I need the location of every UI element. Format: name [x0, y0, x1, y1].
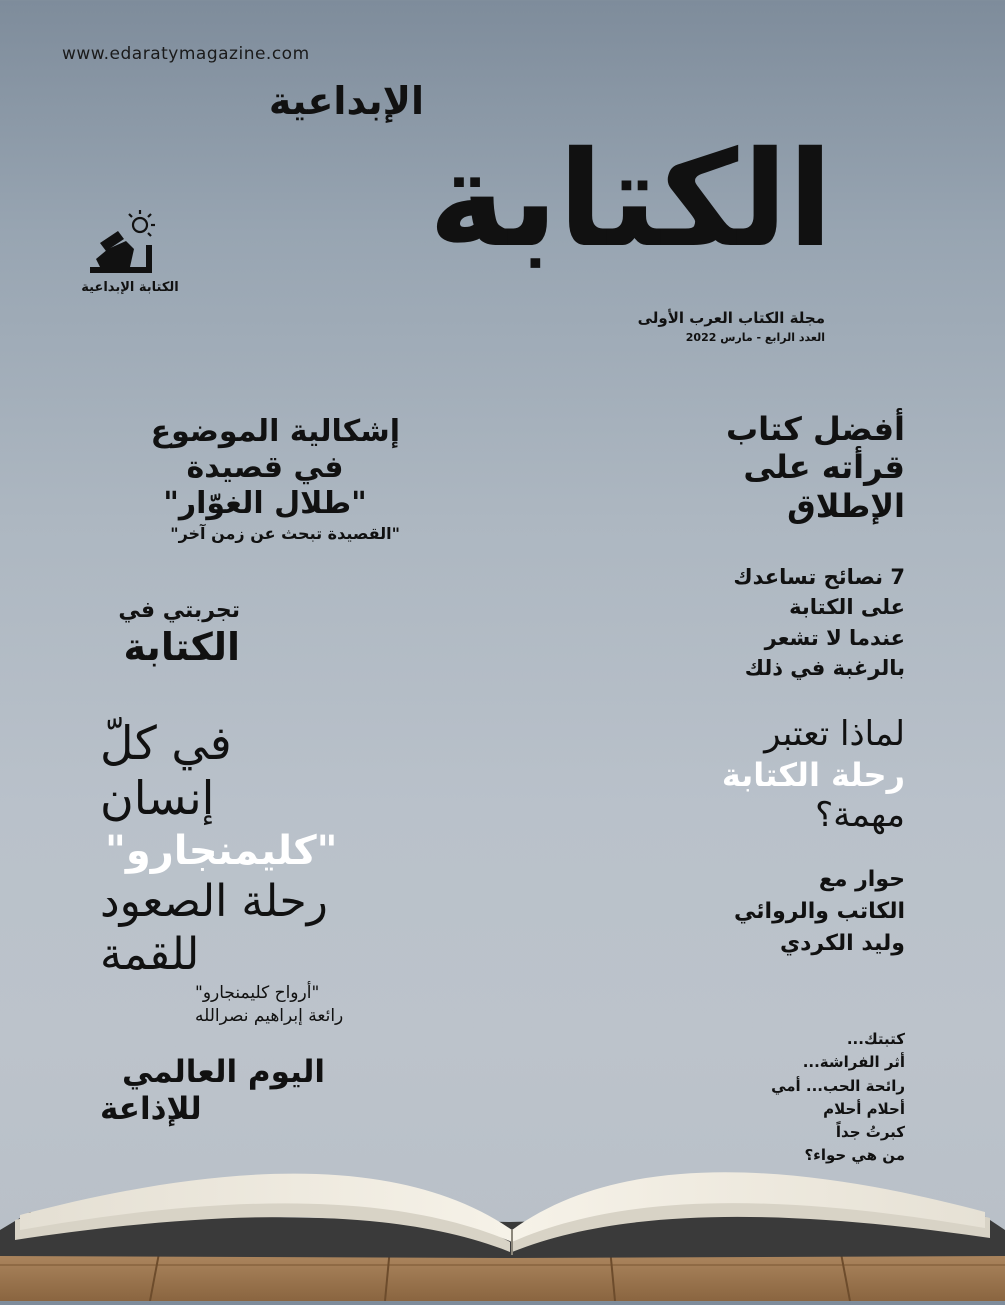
article-poetry-line3: "طلال الغوّار": [163, 486, 367, 521]
article-radio-line2: للإذاعة: [100, 1091, 202, 1128]
open-book-illustration: [0, 1130, 1005, 1301]
issue-info: العدد الرابع - مارس 2022: [685, 331, 825, 344]
list-item: كبرتُ جداً: [835, 1123, 905, 1141]
article-tips-line1: 7 نصائح تساعدك: [733, 565, 905, 589]
article-kili-line6: "أرواح كليمنجارو": [195, 982, 320, 1003]
article-poetry-line2: في قصيدة: [186, 450, 344, 485]
masthead-subtitle: الإبداعية: [268, 79, 424, 123]
list-item: من هي حواء؟: [804, 1146, 905, 1165]
logo-label: الكتابة الإبداعية: [81, 280, 179, 295]
article-journey-line1: لماذا تعتبر: [764, 714, 905, 754]
masthead-title: الكتابة: [428, 123, 833, 277]
article-interview-line1: حوار مع: [818, 867, 905, 892]
article-poetry-line1: إشكالية الموضوع: [150, 414, 400, 449]
article-poetry-line4: "القصيدة تبحث عن زمن آخر": [170, 524, 400, 543]
magazine-tagline: مجلة الكتاب العرب الأولى: [637, 309, 825, 327]
article-experience-line1: تجربتي في: [118, 598, 240, 623]
article-kili-line3: "كليمنجارو": [105, 828, 338, 875]
list-item: رائحة الحب... أمي: [771, 1076, 905, 1095]
article-kilimanjaro: [100, 716, 370, 1028]
article-interview: [675, 864, 905, 960]
list-item: أحلام أحلام: [823, 1099, 905, 1118]
article-interview-line2: الكاتب والروائي: [734, 898, 905, 924]
article-kili-line2: إنسان: [100, 771, 215, 826]
article-interview-line3: وليد الكردي: [779, 930, 905, 956]
article-experience-line2: الكتابة: [123, 624, 240, 669]
article-tips-line3: عندما لا تشعر: [764, 625, 905, 650]
article-best-line2: قرأته على: [743, 448, 905, 487]
article-best-book: [675, 410, 905, 525]
article-kili-line7: رائعة إبراهيم نصرالله: [195, 1005, 344, 1026]
article-radio-day: [100, 1054, 325, 1128]
article-best-line1: أفضل كتاب: [726, 410, 905, 448]
article-journey-line3: مهمة؟: [815, 794, 905, 835]
website-url: www.edaratymagazine.com: [62, 44, 310, 64]
article-kili-line4: رحلة الصعود: [100, 876, 328, 928]
article-radio-line1: اليوم العالمي: [121, 1054, 325, 1090]
article-writing-journey: [675, 714, 905, 836]
list-item: كتبتك...: [846, 1030, 905, 1048]
article-kili-line5: للقمة: [100, 929, 200, 981]
article-tips-line4: بالرغبة في ذلك: [744, 656, 905, 681]
article-journey-line2: رحلة الكتابة: [721, 755, 905, 794]
article-writing-tips: [675, 562, 905, 684]
article-best-line3: الإطلاق: [787, 486, 905, 525]
article-kili-line1: في كلّ: [100, 716, 232, 770]
article-my-experience: [100, 595, 240, 669]
article-poetry-issue: [100, 414, 400, 546]
article-tips-line2: على الكتابة: [789, 595, 905, 620]
list-item: أثر الفراشة...: [802, 1053, 905, 1072]
